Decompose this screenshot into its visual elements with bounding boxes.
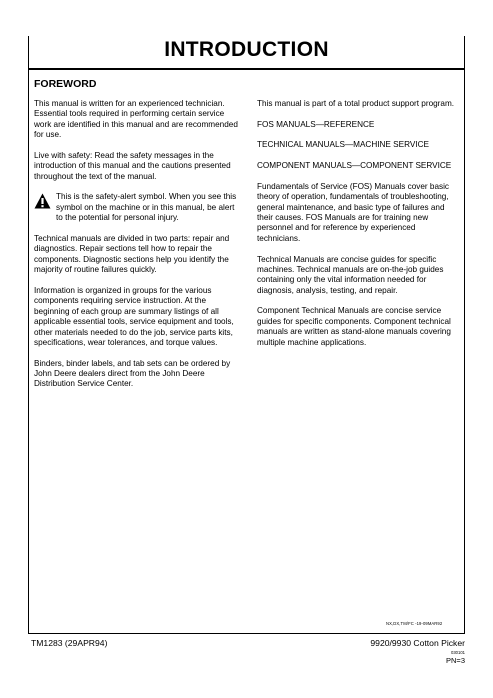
section-title-foreword: FOREWORD [34, 78, 97, 90]
paragraph-two-parts: Technical manuals are divided in two parts: repair and diagnostics. Repair sections tell how to repair the components. Diagnostic sections help you identify the majority of routine failures quickly. [34, 233, 230, 275]
list-item-technical-manuals: TECHNICAL MANUALS—MACHINE SERVICE [257, 140, 429, 150]
reference-code: NX,DX,TM/FC -19-09MAR92 [386, 621, 443, 626]
paragraph-technical-description: Technical Manuals are concise guides for specific machines. Technical manuals are on-the-job guides containing only the vital information needed for diagnosis, analysis, testing, and repair. [257, 254, 444, 295]
safety-alert-triangle-icon [34, 193, 51, 209]
page-title: INTRODUCTION [164, 38, 329, 61]
footer-manual-id: TM1283 (29APR94) [31, 638, 108, 648]
safety-alert-block [34, 192, 240, 223]
paragraph-fos-description: Fundamentals of Service (FOS) Manuals cover basic theory of operation, fundamentals of troubleshooting, general maintenance, and basic type of failures and their causes. FOS Manuals are for training new personnel and for reference by experienced technicians. [257, 181, 450, 243]
paragraph-information-organized: Information is organized in groups for the various components requiring service instruction. At the beginning of each group are summary listings of all applicable essential tools, service equipment and tools, other materials needed to do the job, service parts kits, specifications, wear tolerances, and torque values. [34, 285, 234, 347]
paragraph-binders: Binders, binder labels, and tab sets can be ordered by John Deere dealers direct from the John Deere Distribution Service Center. [34, 358, 231, 389]
footer-page-number: PN=3 [446, 656, 465, 665]
left-column [34, 99, 240, 400]
title-divider [28, 68, 465, 70]
right-column [257, 99, 457, 358]
footer-code: 030101 [451, 650, 465, 655]
footer-product-name: 9920/9930 Cotton Picker [370, 638, 465, 648]
list-item-component-manuals: COMPONENT MANUALS—COMPONENT SERVICE [257, 161, 452, 171]
paragraph-experienced-technician: This manual is written for an experienced technician. Essential tools required in performing certain service work are identified in this manual and are recommended for use. [34, 99, 238, 140]
paragraph-component-description: Component Technical Manuals are concise service guides for specific components. Component technical manuals are written as stand-alone manuals covering multiple machine applications. [257, 306, 451, 347]
paragraph-live-with-safety: Live with safety: Read the safety messages in the introduction of this manual and the cautions presented throughout the text of the manual. [34, 150, 231, 181]
paragraph-product-support: This manual is part of a total product support program. [257, 99, 455, 108]
list-item-fos-manuals: FOS MANUALS—REFERENCE [257, 119, 375, 129]
right-border-rule [464, 36, 465, 633]
safety-alert-text: This is the safety-alert symbol. When you see this symbol on the machine or in this manual, be alert to the potential for personal injury. [56, 192, 237, 223]
left-border-rule [28, 36, 29, 633]
bottom-divider [28, 633, 465, 634]
